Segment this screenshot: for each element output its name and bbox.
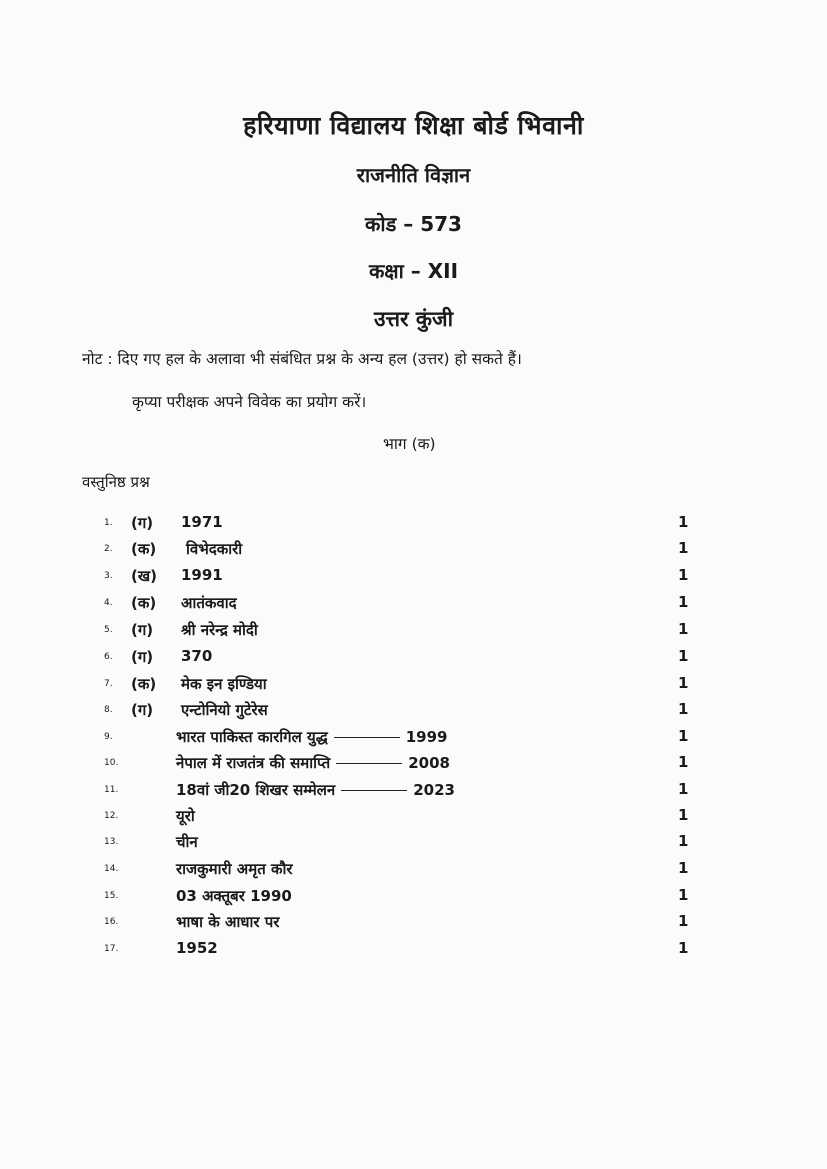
question-number: 2.	[104, 544, 113, 554]
answer-row	[0, 886, 827, 912]
answer-row	[0, 700, 827, 726]
answer-text: चीन	[176, 833, 198, 851]
subject-title: राजनीति विज्ञान	[356, 163, 471, 187]
answer-option: (ग)	[131, 514, 154, 532]
answer-marks: 1	[678, 539, 689, 557]
answer-marks: 1	[678, 674, 689, 692]
answer-marks: 1	[678, 859, 689, 877]
answer-marks: 1	[678, 832, 689, 850]
answer-option: (ग)	[131, 701, 154, 719]
match-event: नेपाल में राजतंत्र की समाप्ति	[176, 754, 331, 772]
answer-marks: 1	[678, 806, 689, 824]
answer-row	[0, 806, 827, 832]
answer-text: एन्टोनियो गुटेरेस	[181, 701, 268, 719]
match-year: 2023	[413, 781, 455, 799]
answer-text: 370	[181, 647, 213, 665]
question-number: 15.	[104, 891, 119, 901]
question-number: 7.	[104, 679, 113, 689]
answer-option: (क)	[131, 675, 157, 693]
note-line-1: नोट : दिए गए हल के अलावा भी संबंधित प्रश्न के अन्य हल (उत्तर) हो सकते हैं।	[82, 350, 522, 368]
answer-marks: 1	[678, 700, 689, 718]
answer-text: आतंकवाद	[181, 594, 237, 612]
answer-marks: 1	[678, 912, 689, 930]
dash-line	[334, 737, 400, 738]
question-number: 4.	[104, 598, 113, 608]
answer-row	[0, 647, 827, 673]
question-number: 12.	[104, 811, 119, 821]
answer-text: भाषा के आधार पर	[176, 913, 280, 931]
answer-text: 1991	[181, 566, 223, 584]
answer-row	[0, 593, 827, 619]
answer-option: (ग)	[131, 621, 154, 639]
answer-option: (क)	[131, 594, 157, 612]
dash-line	[336, 763, 402, 764]
answer-marks: 1	[678, 727, 689, 745]
answer-marks: 1	[678, 513, 689, 531]
answer-text: मेक इन इण्डिया	[181, 675, 267, 693]
question-number: 3.	[104, 571, 113, 581]
answer-marks: 1	[678, 886, 689, 904]
document-type: उत्तर कुंजी	[373, 307, 454, 331]
question-number: 14.	[104, 864, 119, 874]
answer-text: 1952	[176, 939, 218, 957]
answer-row	[0, 727, 827, 753]
answer-row	[0, 566, 827, 592]
answer-row	[0, 780, 827, 806]
answer-marks: 1	[678, 593, 689, 611]
match-year: 2008	[408, 754, 450, 772]
answer-text: श्री नरेन्द्र मोदी	[181, 621, 258, 639]
answer-marks: 1	[678, 566, 689, 584]
question-number: 11.	[104, 785, 119, 795]
answer-text: 03 अक्तूबर 1990	[176, 887, 292, 905]
answer-row	[0, 753, 827, 779]
question-number: 8.	[104, 705, 113, 715]
board-title: हरियाणा विद्यालय शिक्षा बोर्ड भिवानी	[243, 111, 584, 140]
answer-row	[0, 912, 827, 938]
answer-marks: 1	[678, 939, 689, 957]
answer-row	[0, 859, 827, 885]
answer-match	[176, 753, 450, 773]
match-year: 1999	[405, 728, 448, 746]
answer-row	[0, 513, 827, 539]
answer-row	[0, 539, 827, 565]
answer-row	[0, 620, 827, 646]
section-heading: वस्तुनिष्ठ प्रश्न	[82, 473, 150, 491]
question-number: 6.	[104, 652, 113, 662]
part-heading: भाग (क)	[383, 435, 436, 453]
answer-text: राजकुमारी अमृत कौर	[176, 860, 293, 878]
question-number: 9.	[104, 732, 113, 742]
question-number: 13.	[104, 837, 119, 847]
answer-text: 1971	[181, 513, 223, 531]
answer-row	[0, 674, 827, 700]
question-number: 17.	[104, 944, 119, 954]
answer-text: यूरो	[176, 807, 195, 825]
question-number: 1.	[104, 518, 113, 528]
answer-match	[176, 780, 455, 800]
question-number: 5.	[104, 625, 113, 635]
answer-marks: 1	[678, 647, 689, 665]
note-line-2: कृप्या परीक्षक अपने विवेक का प्रयोग करें।	[132, 393, 367, 411]
answer-match	[176, 727, 447, 747]
answer-option: (क)	[131, 540, 157, 558]
class-label: कक्षा – XII	[368, 259, 459, 283]
question-number: 16.	[104, 917, 119, 927]
answer-row	[0, 832, 827, 858]
answer-row	[0, 939, 827, 965]
dash-line	[341, 790, 407, 791]
answer-option: (ख)	[131, 567, 157, 585]
answer-marks: 1	[678, 753, 689, 771]
match-event: भारत पाकिस्त कारगिल युद्ध	[176, 728, 328, 746]
answer-option: (ग)	[131, 648, 154, 666]
answer-marks: 1	[678, 620, 689, 638]
answer-text: विभेदकारी	[186, 540, 243, 558]
answer-marks: 1	[678, 780, 689, 798]
subject-code: कोड – 573	[365, 212, 462, 236]
match-event: 18वां जी20 शिखर सम्मेलन	[176, 781, 336, 799]
question-number: 10.	[104, 758, 119, 768]
